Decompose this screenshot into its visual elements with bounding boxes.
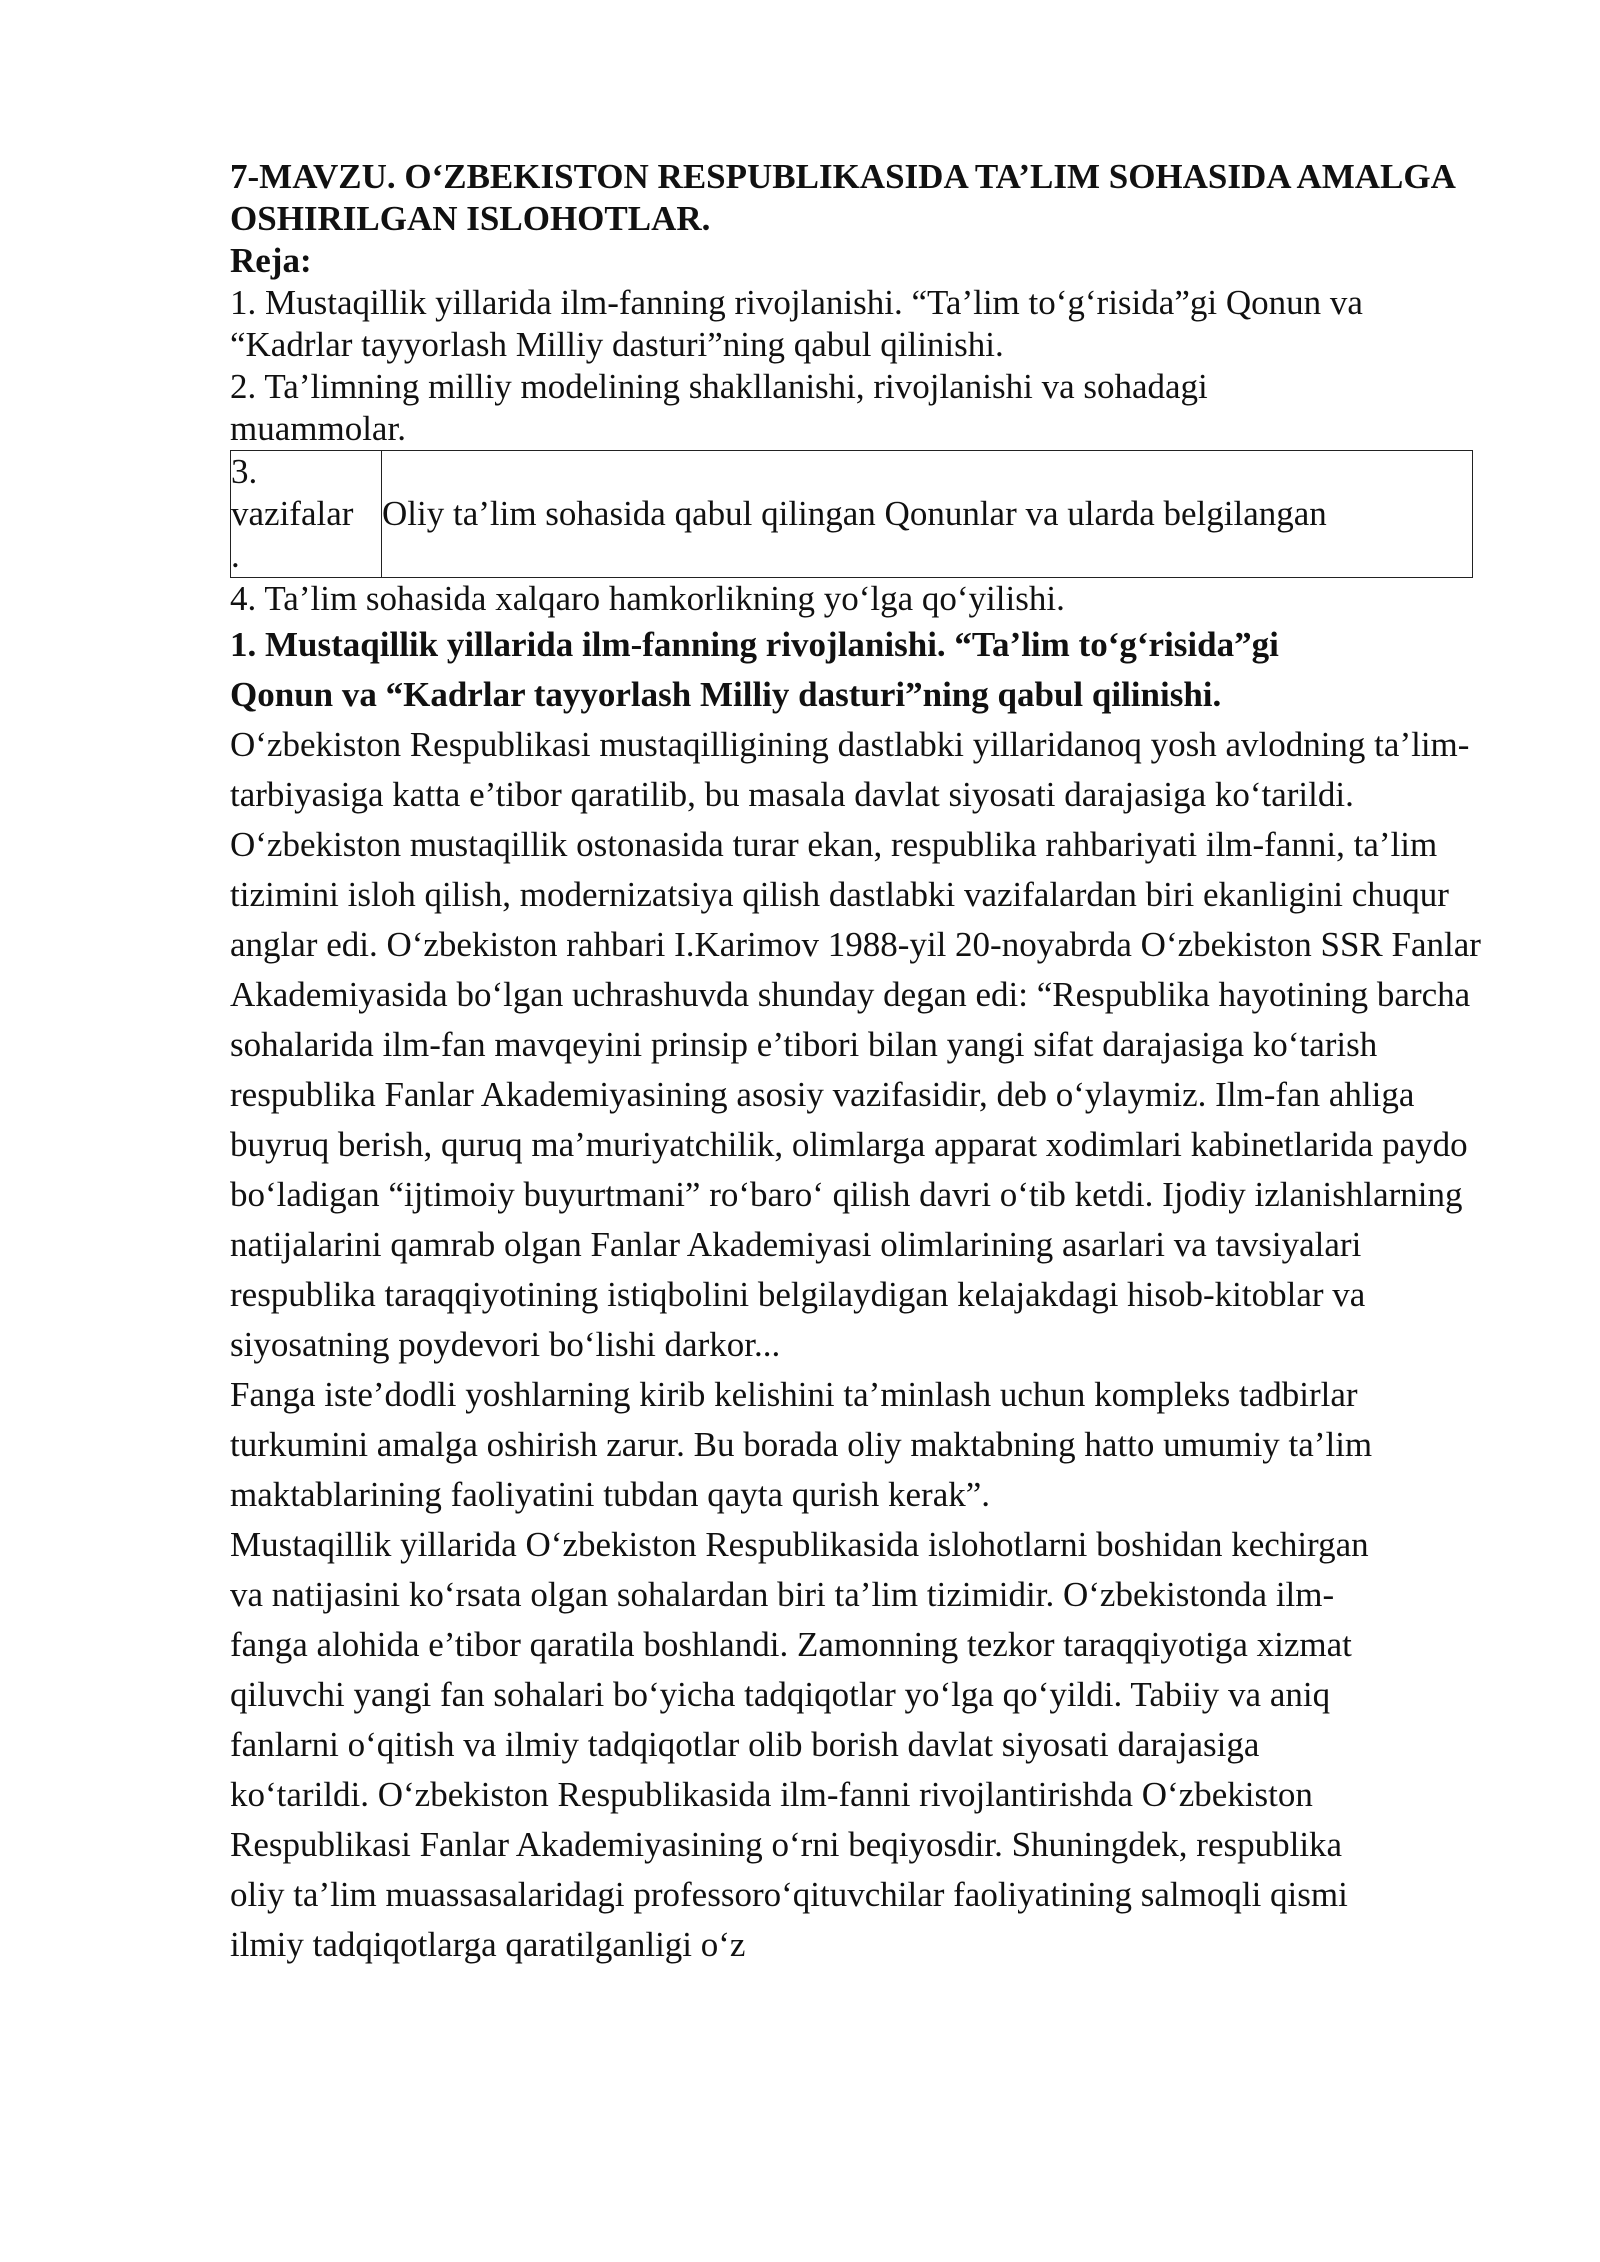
paragraph-1: O‘zbekiston Respublikasi mustaqilligining dastlabki yillaridanoq yosh avlodning ta’lim-tarbiyasiga katta e’tibor qaratilib, bu masala davlat siyosati darajasiga ko‘tarildi. O‘zbekiston mustaqillik ostonasida turar ekan, respublika rahbariyati ilm-fanni, ta’lim tizimini isloh qilish, modernizatsiya qilish dastlabki vazifalardan biri ekanligini chuqur anglar edi. O‘zbekiston rahbari I.Karimov 1988-yil 20-noyabrda O‘zbekiston SSR Fanlar Akademiyasida bo‘lgan uchrashuvda shunday degan edi: “Respublika hayotining barcha sohalarida ilm-fan mavqeyini prinsip e’tibori bilan yangi sifat darajasiga ko‘tarish respublika Fanlar Akademiyasining asosiy vazifasidir, deb o‘ylaymiz. Ilm-fan ahliga buyruq berish, quruq ma’muriyatchilik, olimlarga apparat xodimlari kabinetlarida paydo bo‘ladigan “ijtimoiy buyurtmani” ro‘baro‘ qilish davri o‘tib ketdi. Ijodiy izlanishlarning natijalarini qamrab olgan Fanlar Akademiyasi olimlarining asarlari va tavsiyalari respublika taraqqiyotining istiqbolini belgilaydigan kelajakdagi hisob-kitoblar va siyosatning poydevori bo‘lishi darkor... (230, 725, 1481, 1364)
paragraph-3: Mustaqillik yillarida O‘zbekiston Respublikasida islohotlarni boshidan kechirgan va natijasini ko‘rsata olgan sohalardan biri ta’lim tizimidir. O‘zbekistonda ilm-fanga alohida e’tibor qaratila boshlandi. Zamonning tezkor taraqqiyotiga xizmat qiluvchi yangi fan sohalari bo‘yicha tadqiqotlar yo‘lga qo‘yildi. Tabiiy va aniq fanlarni o‘qitish va ilmiy tadqiqotlar olib borish davlat siyosati darajasiga ko‘tarildi. O‘zbekiston Respublikasida ilm-fanni rivojlantirishda O‘zbekiston Respublikasi Fanlar Akademiyasining o‘rni beqiyosdir. Shuningdek, respublika oliy ta’lim muassasalaridagi professoro‘qituvchilar faoliyatining salmoqli qismi ilmiy tadqiqotlarga qaratilganligi o‘z (230, 1525, 1369, 1964)
plan-item-2: 2. Ta’limning milliy modelining shakllanishi, rivojlanishi va sohadagi muammolar. (230, 367, 1208, 448)
plan-item-1: 1. Mustaqillik yillarida ilm-fanning rivojlanishi. “Ta’lim to‘g‘risida”gi Qonun va “Kadrlar tayyorlash Milliy dasturi”ning qabul qilinishi. (230, 283, 1363, 364)
plan-item-4: 4. Ta’lim sohasida xalqaro hamkorlikning yo‘lga qo‘yilishi. (230, 579, 1065, 618)
plan-label: Reja: (230, 241, 312, 280)
document-title: 7-MAVZU. O‘ZBEKISTON RESPUBLIKASIDA TA’LIM SOHASIDA AMALGA OSHIRILGAN ISLOHOTLAR. (230, 157, 1454, 238)
section-1-heading: 1. Mustaqillik yillarida ilm-fanning rivojlanishi. “Ta’lim to‘g‘risida”gi Qonun va “Kadrlar tayyorlash Milliy dasturi”ning qabul qilinishi. (230, 625, 1279, 714)
plan-item-3-text-cell: Oliy ta’lim sohasida qabul qilingan Qonunlar va ularda belgilangan (382, 451, 1473, 578)
paragraph-2: Fanga iste’dodli yoshlarning kirib kelishini ta’minlash uchun kompleks tadbirlar turkumini amalga oshirish zarur. Bu borada oliy maktabning hatto umumiy ta’lim maktablarining faoliyatini tubdan qayta qurish kerak”. (230, 1375, 1373, 1514)
plan-item-3-number-cell (231, 451, 382, 578)
plan-item-3-number: 3. (231, 452, 258, 491)
document-page (230, 156, 1530, 1970)
plan-item-3-vazifalar: vazifalar (231, 494, 354, 533)
plan-item-3-table (230, 450, 1473, 578)
plan-item-3-period: . (231, 536, 240, 575)
plan-item-3-row (231, 451, 1473, 578)
